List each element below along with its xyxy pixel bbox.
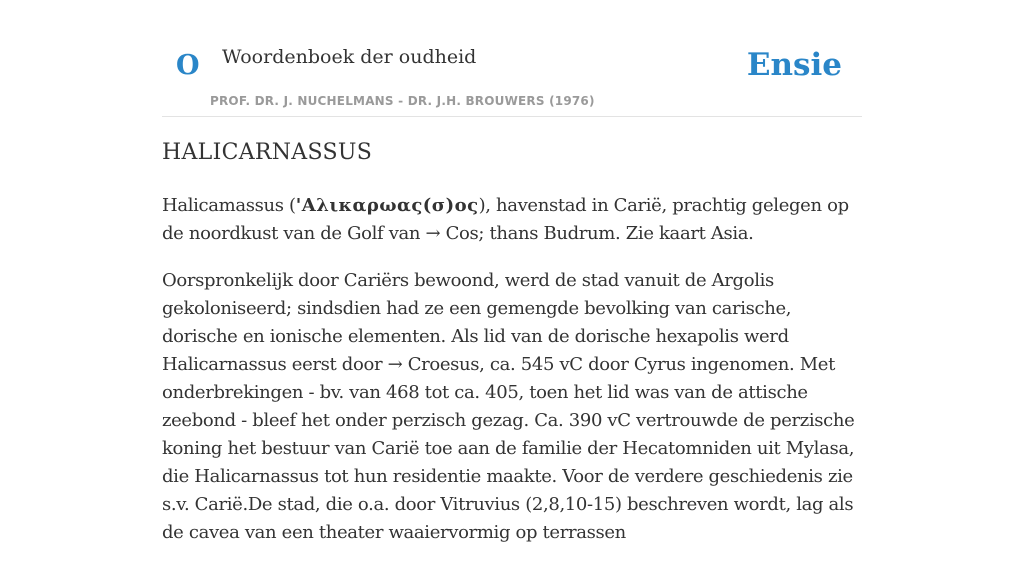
paragraph-text: Oorspronkelijk door Cariërs bewoond, werd de stad vanuit de Argolis gekoloniseerd; sindsdien had ze een gemengde bevolking van carische, dorische en ionische elementen. Als lid van de dorische hexapolis werd Halicarnassus eerst door bbox=[162, 270, 792, 375]
book-authors: PROF. DR. J. NUCHELMANS - DR. J.H. BROUWERS (1976) bbox=[210, 94, 595, 108]
greek-name: 'Αλικαρωας(σ)ος bbox=[295, 195, 479, 216]
entry-paragraph-1 bbox=[162, 192, 866, 248]
book-header bbox=[162, 0, 862, 117]
paragraph-text: Halicamassus ( bbox=[162, 195, 296, 216]
paragraph-text: Cos; thans Budrum. Zie kaart Asia. bbox=[440, 223, 754, 244]
book-letter-badge[interactable]: O bbox=[176, 50, 200, 81]
cross-reference-arrow-link[interactable]: → bbox=[425, 223, 441, 244]
cross-reference-arrow-link[interactable]: → bbox=[387, 354, 403, 375]
entry-title: HALICARNASSUS bbox=[162, 140, 373, 165]
entry-body bbox=[162, 192, 866, 566]
ensie-logo-link[interactable]: Ensie bbox=[746, 47, 842, 83]
paragraph-text: ), havenstad in Carië, prachtig gelegen op de noordkust van de Golf van bbox=[162, 195, 849, 244]
paragraph-text: Croesus, ca. 545 vC door Cyrus ingenomen. Met onderbrekingen - bv. van 468 tot ca. 405, toen het lid was van de attische zeebond - bleef het onder perzisch gezag. Ca. 390 vC vertrouwde de perzische koning het bestuur van Carië toe aan de familie der Hecatomniden uit Mylasa, die Halicarnassus tot hun residentie maakte. Voor de verdere geschiedenis zie s.v. Carië.De stad, die o.a. door Vitruvius (2,8,10-15) beschreven wordt, lag als de cavea van een theater waaiervormig op terrassen bbox=[162, 354, 855, 543]
book-title[interactable]: Woordenboek der oudheid bbox=[222, 46, 477, 68]
entry-paragraph-2 bbox=[162, 267, 866, 547]
